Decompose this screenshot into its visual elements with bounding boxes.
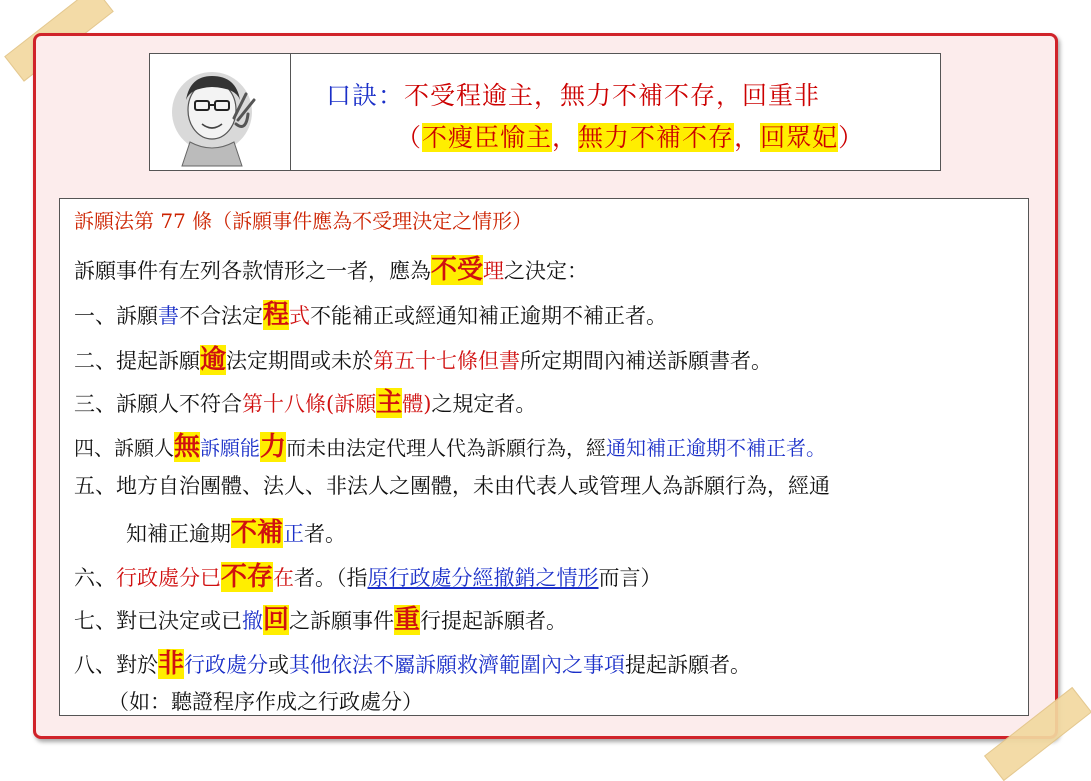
law-item-5-cont: 知補正逾期不補正者。 <box>126 518 347 548</box>
law-intro: 訴願事件有左列各款情形之一者，應為不受理之決定： <box>74 255 589 285</box>
mnemonic-label: 口訣： <box>326 81 405 110</box>
law-text-box <box>59 198 1029 716</box>
law-title: 訴願法第 77 條（訴願事件應為不受理決定之情形） <box>74 209 533 233</box>
law-item-8-note: （如：聽證程序作成之行政處分） <box>108 690 423 714</box>
law-item-6: 六、行政處分已不存在者。（指原行政處分經撤銷之情形而言） <box>74 562 662 592</box>
law-item-2: 二、提起訴願逾法定期間或未於第五十七條但書所定期間內補送訴願書者。 <box>74 345 773 375</box>
mnemonic-header <box>149 53 941 171</box>
law-item-4: 四、訴願人無訴願能力而未由法定代理人代為訴願行為，經通知補正逾期不補正者。 <box>74 432 827 462</box>
law-item-3: 三、訴願人不符合第十八條(訴願主體)之規定者。 <box>74 388 537 418</box>
law-item-5: 五、地方自治團體、法人、非法人之團體，未由代表人或管理人為訴願行為，經通 <box>74 474 830 498</box>
law-item-8: 八、對於非行政處分或其他依法不屬訴願救濟範圍內之事項提起訴願者。 <box>74 649 752 679</box>
mnemonic-line-2: （不瘦臣愉主，無力不補不存，回眾妃） <box>396 123 865 152</box>
law-item-1: 一、訴願書不合法定程式不能補正或經通知補正逾期不補正者。 <box>74 300 668 330</box>
law-item-7: 七、對已決定或已撤回之訴願事件重行提起訴願者。 <box>74 605 568 635</box>
mnemonic-line-1: 口訣：不受程逾主，無力不補不存，回重非 <box>326 81 821 110</box>
